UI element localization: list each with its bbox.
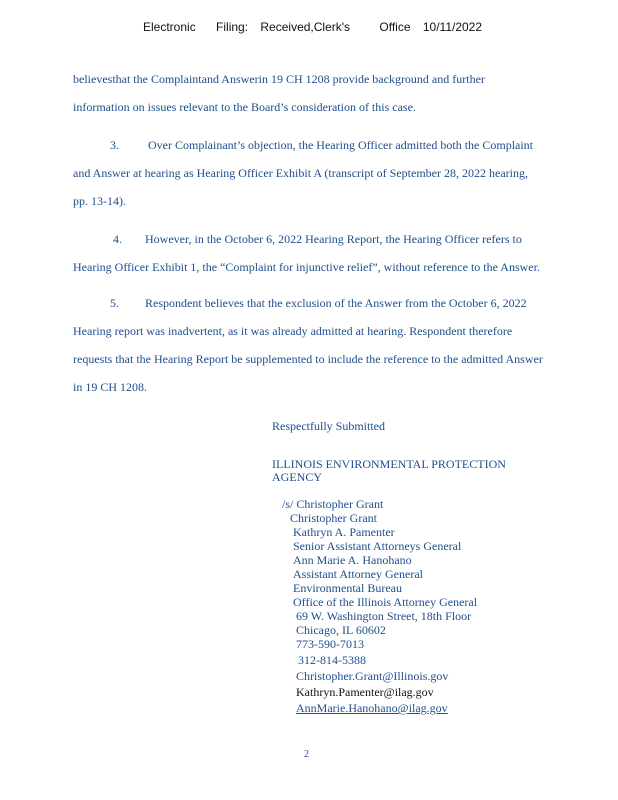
signature-line: Assistant Attorney General xyxy=(293,567,423,581)
paragraph-number: 4. xyxy=(113,232,122,246)
paragraph-line: pp. 13-14). xyxy=(73,194,126,208)
signature-line: Senior Assistant Attorneys General xyxy=(293,539,462,553)
paragraph-line: and Answer at hearing as Hearing Officer Exhibit A (transcript of September 28, 2022 hearing, xyxy=(73,166,528,180)
signature-line: Chicago, IL 60602 xyxy=(296,623,386,637)
header-filing: Filing: xyxy=(216,20,249,34)
paragraph-number: 5. xyxy=(110,296,119,310)
agency-name: ILLINOIS ENVIRONMENTAL PROTECTION xyxy=(272,457,506,471)
paragraph-line: believesthat the Complaintand Answerin 19 CH 1208 provide background and further xyxy=(73,72,485,86)
email-link[interactable]: AnnMarie.Hanohano@ilag.gov xyxy=(296,701,448,715)
closing-text: Respectfully Submitted xyxy=(272,419,385,433)
electronic-filing-header xyxy=(143,20,482,34)
signature-line: Christopher Grant xyxy=(290,511,377,525)
page-number: 2 xyxy=(304,749,309,760)
header-electronic: Electronic xyxy=(143,20,196,34)
electronic-signature: /s/ Christopher Grant xyxy=(282,497,384,511)
signature-line: Environmental Bureau xyxy=(293,581,402,595)
agency-name-cont: AGENCY xyxy=(272,470,322,484)
paragraph-line: Hearing Officer Exhibit 1, the “Complaint for injunctive relief”, without reference to the Answer. xyxy=(73,260,540,274)
paragraph-line: However, in the October 6, 2022 Hearing Report, the Hearing Officer refers to xyxy=(145,232,522,246)
paragraph-line: Hearing report was inadvertent, as it was already admitted at hearing. Respondent therefore xyxy=(73,324,513,338)
paragraph-line: in 19 CH 1208. xyxy=(73,380,148,394)
signature-line: 69 W. Washington Street, 18th Floor xyxy=(296,609,472,623)
paragraph-line: Respondent believes that the exclusion of the Answer from the October 6, 2022 xyxy=(145,296,527,310)
header-received: Received,Clerk's xyxy=(260,20,351,34)
signature-line: 773-590-7013 xyxy=(296,637,364,651)
paragraph-line: requests that the Hearing Report be supplemented to include the reference to the admitted Answer xyxy=(73,352,543,366)
paragraph-number: 3. xyxy=(110,138,119,152)
signature-line: Ann Marie A. Hanohano xyxy=(293,553,412,567)
header-office: Office xyxy=(379,20,411,34)
paragraph-line: Over Complainant’s objection, the Hearing Officer admitted both the Complaint xyxy=(148,138,534,152)
signature-line: 312-814-5388 xyxy=(298,653,366,667)
header-date: 10/11/2022 xyxy=(422,20,483,34)
paragraph-line: information on issues relevant to the Board’s consideration of this case. xyxy=(73,100,416,114)
email-link[interactable]: Christopher.Grant@Illinois.gov xyxy=(296,669,449,683)
email-link[interactable]: Kathryn.Pamenter@ilag.gov xyxy=(296,685,434,699)
signature-line: Office of the Illinois Attorney General xyxy=(293,595,478,609)
signature-line: Kathryn A. Pamenter xyxy=(293,525,395,539)
